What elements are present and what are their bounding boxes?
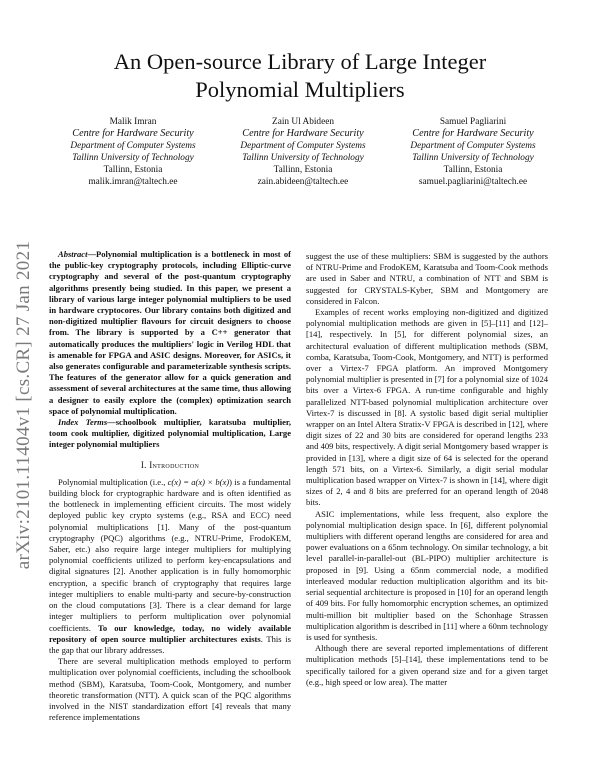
right-column: [306, 251, 548, 688]
author-2: [218, 116, 388, 188]
intro-paragraph-5: ASIC implementations, while less frequent, also explore the polynomial multiplication design space. In [6], different polynomial multipliers with different operand lengths are considered for area and power evaluations on a 65nm technology. On similar technology, a bit level parallel-in-parallel-out (BL-PIPO) multiplier architecture is proposed in [9]. Using a 65nm commercial node, a modified interleaved modular reduction multiplication algorithm and its bit-serial sequential architecture is proposed in [10] for an operand length of 409 bits. For fully homomorphic encryption schemes, an optimized multi-million bit multiplier based on the Schonhage Strassen multiplication algorithm is described in [11] where a 60nm technology is used for synthesis.: [306, 508, 548, 642]
section-title: Introduction: [149, 459, 200, 470]
abstract-label: Abstract: [58, 249, 88, 259]
author-3: [388, 116, 558, 188]
section-heading: [49, 460, 291, 471]
author-email: zain.abideen@taltech.ee: [257, 177, 349, 187]
arxiv-identifier: arXiv:2101.11404v1 [cs.CR] 27 Jan 2021: [13, 240, 35, 570]
author-1: [48, 116, 218, 188]
text-run: ) is a fundamental building block for cryptographic hardware and is often identified as the bottleneck in implementing efficient circuits. The most widely deployed public key crypto systems (e.g., RSA and ECC) need polynomial multiplications [1]. Many of the post-quantum cryptography (PQC) algorithms (e.g., NTRU-Prime, FrodoKEM, Saber, etc.) also require large integer multipliers for multiplying polynomial coefficients utilized to perform key-encapsulations and digital signatures [2]. Another application is in fully homomorphic encryption, a specific branch of cryptography that requires large integer multipliers to enable multi-party and secure-by-construction on the cloud computations [3]. There is a clear demand for large integer multipliers to perform multiplication over polynomial coefficients.: [49, 476, 292, 633]
author-name: Malik Imran: [109, 117, 157, 127]
intro-paragraph-2: There are several multiplication methods employed to perform multiplication over polynomial coefficients, including the schoolbook method (SBM), Karatsuba, Toom-Cook, Montgomery, and number theoretic transformation (NTT). A quick scan of the PQC algorithms involved in the NIST standardization effort [4] reveals that many reference implementations: [49, 656, 291, 723]
index-terms-text: —schoolbook multiplier, karatsuba multiplier, toom cook multiplier, digitized polynomial multiplication, Large integer polynomial multipliers: [49, 417, 292, 450]
index-terms: [49, 417, 291, 451]
author-location: Tallinn, Estonia: [273, 165, 333, 175]
paper-title: [60, 48, 540, 104]
author-email: malik.imran@taltech.ee: [88, 177, 178, 187]
index-terms-label: Index Terms: [58, 417, 108, 428]
author-department: Department of Computer Systems: [70, 141, 196, 151]
author-block: [48, 116, 558, 188]
intro-paragraph-3: suggest the use of these multipliers: SBM is suggested by the authors of NTRU-Prime and FrodoKEM, Karatsuba and Toom-Cook methods are used in Saber and NTRU, a combination of NTT and SBM is suggested for CRYSTALS-Kyber, SBM and Montgomery are considered in Falcon.: [306, 251, 548, 306]
section-number: I.: [140, 459, 147, 470]
title-line-1: An Open-source Library of Large Integer: [113, 49, 487, 74]
text-run: . This is the gap that our library addresses.: [49, 633, 291, 655]
intro-paragraph-4: Examples of recent works employing non-digitized and digitized polynomial multiplication methods are given in [5]–[11] and [12]–[14], respectively. In [5], for different polynomial sizes, an architectural evaluation of different multiplication methods (SBM, comba, Karatsuba, Toom-Cook, Montgomery, and NTT) is performed over a Virtex-7 FPGA platform. An improved Montgomery polynomial multiplier is presented in [7] for a polynomial size of 1024 bits over a Virtex-6 FPGA. A run-time configurable and highly parallelized NTT-based polynomial multiplication architecture over Virtex-7 is discussed in [8]. A systolic based digit serial multiplier wrapper on an Intel Altera Stratix-V FPGA is described in [12], where digit sizes of 22 and 30 bits are considered for operand lengths 233 and 409 bits, respectively. A digit serial Montgomery based wrapper is provided in [13], where a digit size of 64 is selected for the operand length 571 bits, on a Virtex-6. Similarly, a digit serial modular multiplication based wrapper on Virtex-7 is shown in [14], where digit sizes of 2, 4 and 8 bits are preferred for an operand length of 2048 bits.: [306, 307, 548, 508]
emphasis-text: To our knowledge, today, no widely available repository of open source multiplier architectures exists: [49, 622, 292, 644]
author-affiliation: Centre for Hardware Security: [72, 128, 194, 139]
author-university: Tallinn University of Technology: [242, 153, 364, 163]
arxiv-sidebar: [4, 215, 44, 595]
abstract: [49, 249, 291, 417]
left-column: [49, 249, 291, 723]
intro-paragraph-6: Although there are several reported implementations of different multiplication methods [5]–[14], these implementations tend to be specifically tailored for a given operand size and for a given target (e.g., high speed or low area). The matter: [306, 643, 548, 687]
author-university: Tallinn University of Technology: [412, 153, 534, 163]
author-department: Department of Computer Systems: [240, 141, 366, 151]
author-department: Department of Computer Systems: [410, 141, 536, 151]
text-run: Polynomial multiplication (i.e.,: [58, 476, 168, 487]
author-affiliation: Centre for Hardware Security: [242, 128, 364, 139]
author-name: Zain Ul Abideen: [272, 117, 334, 127]
author-location: Tallinn, Estonia: [443, 165, 503, 175]
author-location: Tallinn, Estonia: [103, 165, 163, 175]
author-affiliation: Centre for Hardware Security: [412, 128, 534, 139]
author-university: Tallinn University of Technology: [72, 153, 194, 163]
author-name: Samuel Pagliarini: [439, 117, 507, 127]
intro-paragraph-1: [49, 477, 291, 656]
equation-inline: c(x) = a(x) × b(x): [167, 476, 230, 487]
author-email: samuel.pagliarini@taltech.ee: [418, 177, 528, 187]
title-line-2: Polynomial Multipliers: [195, 77, 405, 102]
abstract-text: —Polynomial multiplication is a bottleneck in most of the public-key cryptography protocols, including Elliptic-curve cryptography and several of the post-quantum cryptography algorithms presently being studied. In this paper, we present a library of various large integer polynomial multipliers to be used in hardware cryptocores. Our library contains both digitized and non-digitized multiplier flavours for circuit designers to choose from. The library is supported by a C++ generator that automatically produces the multipliers' logic in Verilog HDL that is amenable for FPGA and ASIC designs. Moreover, for ASICs, it also generates configurable and parameterizable synthesis scripts. The features of the generator allow for a quick generation and assessment of several architectures at the same time, thus allowing a designer to easily explore the (complex) optimization search space of polynomial multiplication.: [49, 249, 291, 416]
